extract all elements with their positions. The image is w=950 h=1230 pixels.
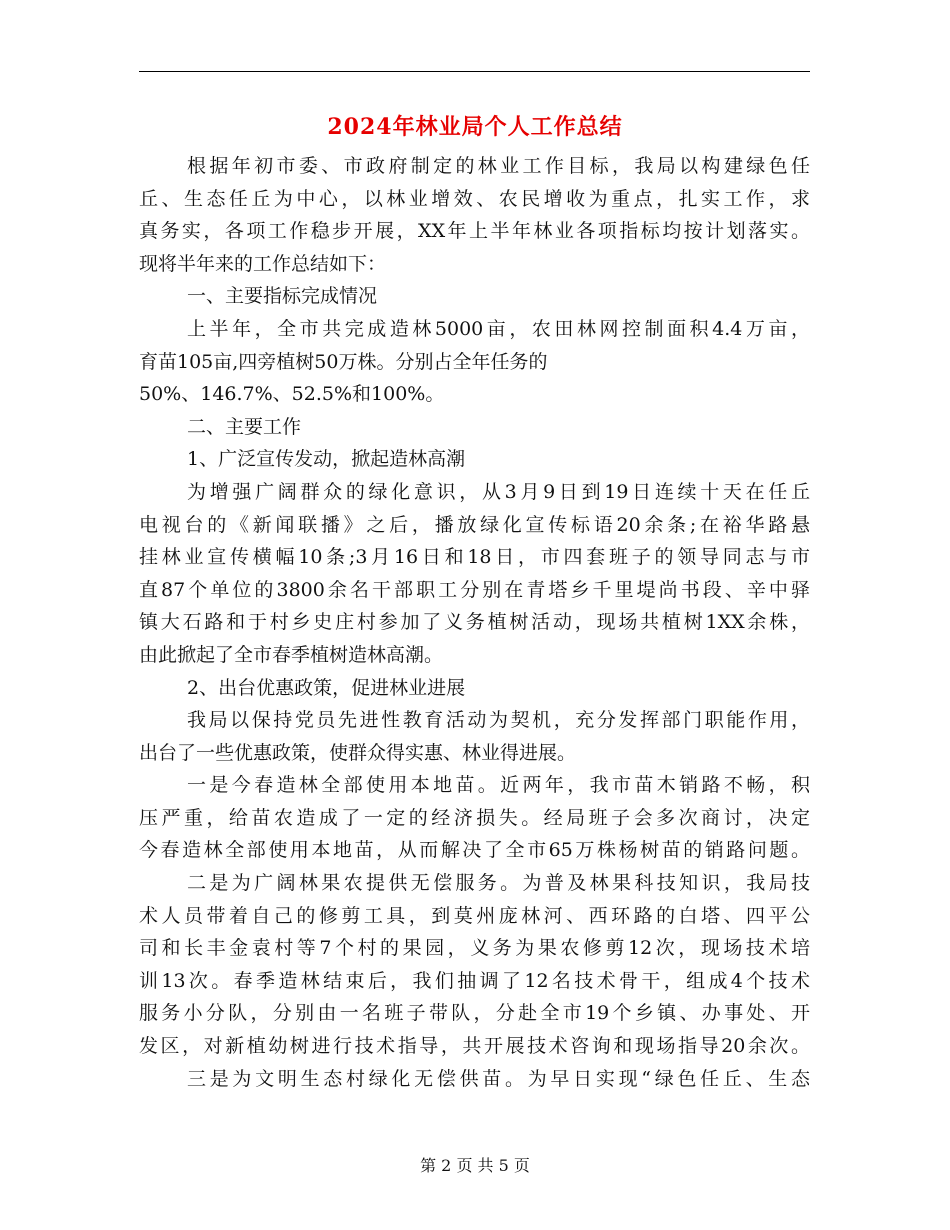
header-rule	[139, 71, 810, 72]
text-line: 服务小分队，分别由一名班子带队，分赴全市19个乡镇、办事处、开	[139, 1002, 810, 1025]
text-line: 电视台的《新闻联播》之后，播放绿化宣传标语20余条;在裕华路悬	[139, 513, 810, 536]
text-line: 50%、146.7%、52.5%和100%。	[139, 383, 445, 406]
text-line: 二是为广阔林果农提供无偿服务。为普及林果科技知识，我局技	[187, 872, 810, 895]
text-line: 司和长丰金袁村等7个村的果园，义务为果农修剪12次，现场技术培	[139, 937, 810, 960]
text-line: 1、广泛宣传发动，掀起造林高潮	[187, 448, 466, 471]
text-line: 发区，对新植幼树进行技术指导，共开展技术咨询和现场指导20余次。	[139, 1035, 810, 1058]
text-line: 三是为文明生态村绿化无偿供苗。为早日实现“绿色任丘、生态	[187, 1067, 810, 1090]
text-line: 我局以保持党员先进性教育活动为契机，充分发挥部门职能作用，	[187, 709, 810, 732]
text-line: 根据年初市委、市政府制定的林业工作目标，我局以构建绿色任	[187, 155, 810, 177]
text-line: 现将半年来的工作总结如下：	[139, 252, 387, 275]
text-line: 由此掀起了全市春季植树造林高潮。	[139, 643, 444, 666]
text-line: 术人员带着自己的修剪工具，到莫州庞林河、西环路的白塔、四平公	[139, 904, 810, 927]
text-line: 真务实，各项工作稳步开展，XX年上半年林业各项指标均按计划落实。	[139, 220, 810, 243]
page-footer: 第 2 页 共 5 页	[420, 1156, 530, 1175]
document-body	[139, 150, 810, 1095]
text-line: 镇大石路和于村乡史庄村参加了义务植树活动，现场共植树1XX余株，	[139, 611, 810, 634]
text-line: 2、出台优惠政策，促进林业进展	[187, 676, 466, 699]
document-title: 2024年林业局个人工作总结	[327, 114, 623, 140]
text-line: 直87个单位的3800余名干部职工分别在青塔乡千里堤尚书段、辛中驿	[139, 578, 810, 601]
text-line: 育苗105亩,四旁植树50万株。分别占全年任务的	[139, 350, 548, 373]
text-line: 挂林业宣传横幅10条;3月16日和18日，市四套班子的领导同志与市	[139, 546, 810, 569]
text-line: 出台了一些优惠政策，使群众得实惠、林业得进展。	[139, 741, 577, 764]
text-line: 今春造林全部使用本地苗，从而解决了全市65万株杨树苗的销路问题。	[139, 839, 810, 862]
text-line: 一、主要指标完成情况	[187, 285, 378, 308]
text-line: 一是今春造林全部使用本地苗。近两年，我市苗木销路不畅，积	[187, 774, 810, 797]
text-line: 丘、生态任丘为中心，以林业增效、农民增收为重点，扎实工作，求	[139, 187, 810, 210]
text-line: 上半年，全市共完成造林5000亩，农田林网控制面积4.4万亩，	[187, 317, 810, 340]
text-line: 压严重，给苗农造成了一定的经济损失。经局班子会多次商讨，决定	[139, 806, 810, 829]
text-line: 二、主要工作	[187, 415, 302, 438]
text-line: 为增强广阔群众的绿化意识，从3月9日到19日连续十天在任丘	[187, 480, 810, 503]
text-line: 训13次。春季造林结束后，我们抽调了12名技术骨干，组成4个技术	[139, 969, 810, 992]
